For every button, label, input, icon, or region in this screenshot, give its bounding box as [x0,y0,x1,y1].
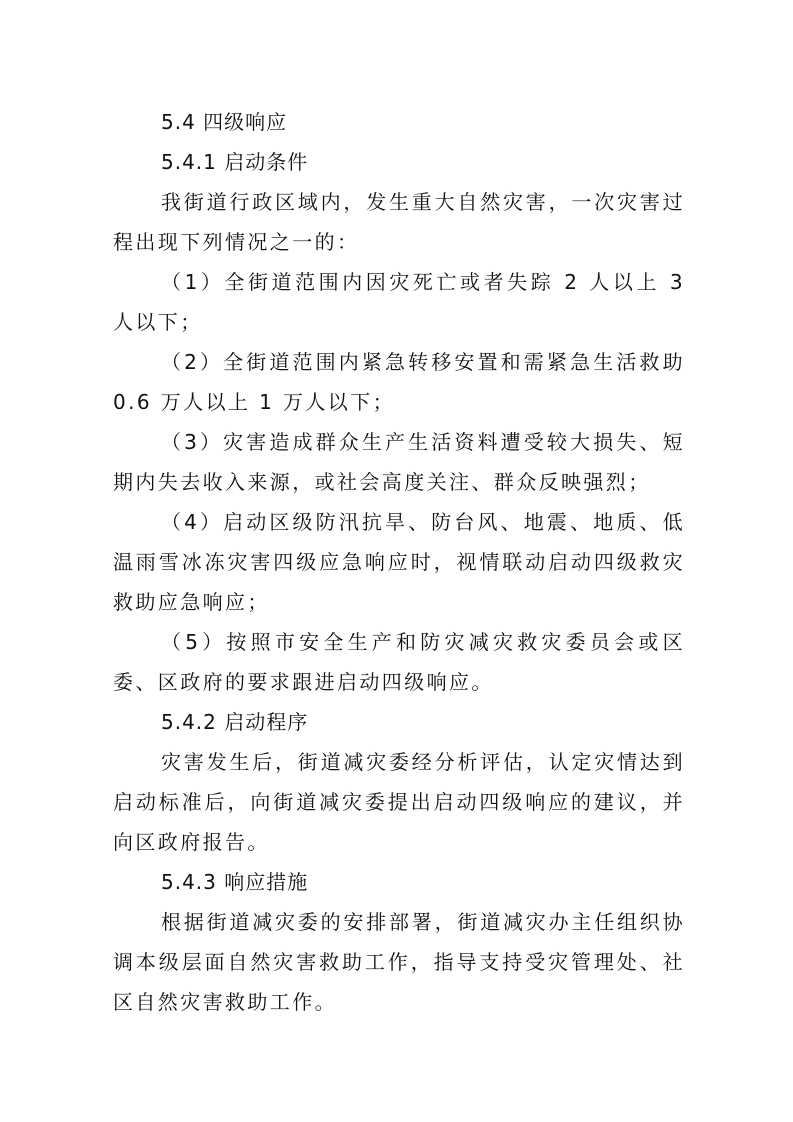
document-body [113,102,685,1022]
list-item-4: （4）启动区级防汛抗旱、防台风、地震、地质、低温雨雪冰冻灾害四级应急响应时，视情联动启动四级救灾救助应急响应； [113,510,685,614]
list-item-2: （2）全街道范围内紧急转移安置和需紧急生活救助 0.6 万人以上 1 万人以下； [113,350,685,414]
list-item-5: （5）按照市安全生产和防灾减灾救灾委员会或区委、区政府的要求跟进启动四级响应。 [113,630,685,694]
section-heading-5-4-2: 5.4.2 启动程序 [161,710,309,734]
paragraph-measures: 根据街道减灾委的安排部署，街道减灾办主任组织协调本级层面自然灾害救助工作，指导支持受灾管理处、社区自然灾害救助工作。 [113,910,685,1014]
list-item-1: （1）全街道范围内因灾死亡或者失踪 2 人以上 3 人以下； [113,270,685,334]
section-heading-5-4-1: 5.4.1 启动条件 [161,150,309,174]
paragraph-procedure: 灾害发生后，街道减灾委经分析评估，认定灾情达到启动标准后，向街道减灾委提出启动四级响应的建议，并向区政府报告。 [113,750,685,854]
paragraph-intro: 我街道行政区域内，发生重大自然灾害，一次灾害过程出现下列情况之一的： [113,190,685,254]
section-heading-5-4: 5.4 四级响应 [161,110,288,134]
section-heading-5-4-3: 5.4.3 响应措施 [161,870,309,894]
list-item-3: （3）灾害造成群众生产生活资料遭受较大损失、短期内失去收入来源，或社会高度关注、群众反映强烈； [113,430,685,494]
